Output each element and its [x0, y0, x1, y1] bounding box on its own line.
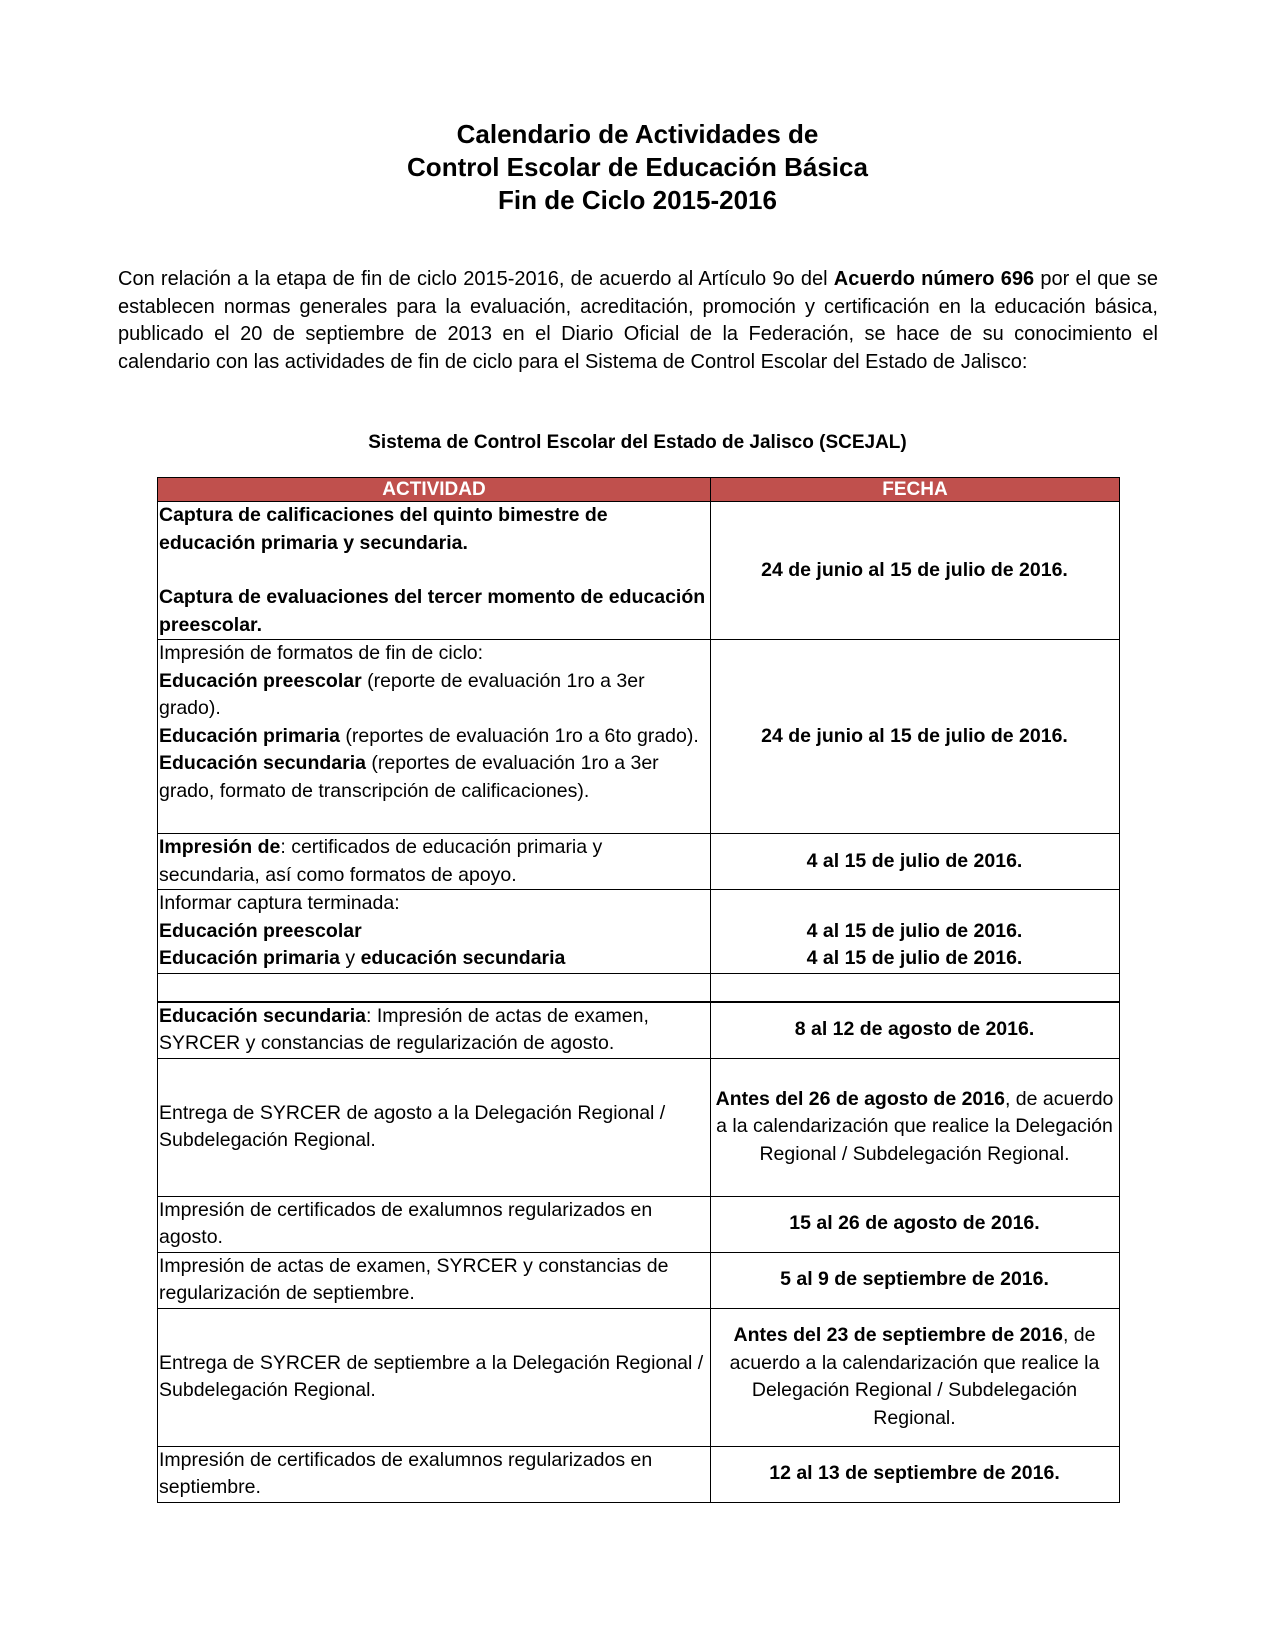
table-row — [158, 1252, 1120, 1308]
activity-cell — [158, 640, 711, 834]
title-line-3: Fin de Ciclo 2015-2016 — [498, 185, 777, 215]
date-deadline: Antes del 23 de septiembre de 2016 — [733, 1324, 1063, 1346]
title-line-2: Control Escolar de Educación Básica — [407, 152, 868, 182]
table-row — [158, 1002, 1120, 1059]
date-text: 4 al 15 de julio de 2016. — [806, 947, 1023, 969]
date-cell: 8 al 12 de agosto de 2016. — [711, 1002, 1120, 1059]
table-row — [158, 834, 1120, 890]
activity-level: Educación secundaria — [159, 1004, 366, 1027]
activity-text: Informar captura terminada: — [159, 892, 400, 914]
activity-text: : Impresión de actas de examen, SYRCER y constancias de regularización de agosto. — [159, 1004, 649, 1054]
date-cell: 4 al 15 de julio de 2016. — [711, 834, 1120, 890]
activity-level: Educación preescolar — [159, 669, 362, 692]
header-activity: ACTIVIDAD — [158, 478, 711, 502]
table-row — [158, 1308, 1120, 1446]
intro-paragraph — [118, 266, 1158, 376]
date-cell — [711, 1058, 1120, 1196]
activity-cell: Impresión de certificados de exalumnos regularizados en agosto. — [158, 1196, 711, 1252]
activity-cell: Entrega de SYRCER de septiembre a la Delegación Regional / Subdelegación Regional. — [158, 1308, 711, 1446]
activity-level: Impresión de — [159, 836, 281, 858]
date-note: , de acuerdo a la calendarización que realice la Delegación Regional / Subdelegación Regional. — [729, 1324, 1100, 1429]
intro-agreement: Acuerdo número 696 — [833, 268, 1035, 290]
date-cell: 24 de junio al 15 de julio de 2016. — [711, 640, 1120, 834]
header-date: FECHA — [711, 478, 1120, 502]
activity-level: Educación primaria — [159, 724, 340, 747]
activity-cell: Impresión de certificados de exalumnos regularizados en septiembre. — [158, 1446, 711, 1502]
empty-cell — [711, 973, 1120, 1002]
activities-table — [157, 477, 1120, 1503]
activity-text: : certificados de educación primaria y secundaria, así como formatos de apoyo. — [159, 836, 603, 886]
activity-text: Captura de evaluaciones del tercer momento de educación preescolar. — [159, 586, 706, 636]
date-note: , de acuerdo a la calendarización que realice la Delegación Regional / Subdelegación Regional. — [716, 1087, 1114, 1165]
activity-text: (reportes de evaluación 1ro a 3er grado, formato de transcripción de calificaciones). — [159, 752, 659, 802]
table-subtitle: Sistema de Control Escolar del Estado de Jalisco (SCEJAL) — [368, 432, 907, 453]
date-cell: 12 al 13 de septiembre de 2016. — [711, 1446, 1120, 1502]
table-row — [158, 502, 1120, 640]
date-deadline: Antes del 26 de agosto de 2016 — [715, 1087, 1005, 1110]
activity-cell — [158, 834, 711, 890]
date-cell — [711, 1308, 1120, 1446]
activity-cell — [158, 502, 711, 640]
table-row-empty — [158, 973, 1120, 1002]
date-cell: 15 al 26 de agosto de 2016. — [711, 1196, 1120, 1252]
date-cell — [711, 890, 1120, 974]
table-row — [158, 890, 1120, 974]
intro-text-2: por el que se establecen normas generales para la evaluación, acreditación, promoción y certificación en la educación básica, publicado el 20 de septiembre de 2013 en el Diario Oficial de la Federación, se hace de su conocimiento el calendario con las actividades de fin de ciclo para el Sistema de Control Escolar del Estado de Jalisco: — [118, 268, 1158, 373]
table-row — [158, 640, 1120, 834]
document-title — [0, 118, 1275, 217]
activity-cell — [158, 1002, 711, 1059]
title-line-1: Calendario de Actividades de — [456, 119, 819, 149]
intro-text-1: Con relación a la etapa de fin de ciclo 2015-2016, de acuerdo al Artículo 9o del — [118, 268, 834, 290]
table-row — [158, 1058, 1120, 1196]
activity-level: Educación secundaria — [159, 752, 366, 774]
activity-level: Educación primaria — [159, 947, 340, 969]
empty-cell — [158, 973, 711, 1002]
table-row — [158, 1446, 1120, 1502]
activity-cell: Impresión de actas de examen, SYRCER y constancias de regularización de septiembre. — [158, 1252, 711, 1308]
activity-text: Impresión de formatos de fin de ciclo: — [159, 642, 484, 664]
activity-level: Educación preescolar — [159, 919, 362, 942]
activity-text: (reportes de evaluación 1ro a 6to grado). — [339, 724, 699, 747]
activity-text: (reporte de evaluación 1ro a 3er grado). — [159, 669, 645, 719]
activity-text: Captura de calificaciones del quinto bimestre de educación primaria y secundaria. — [159, 504, 608, 554]
activity-cell — [158, 890, 711, 974]
date-cell: 24 de junio al 15 de julio de 2016. — [711, 502, 1120, 640]
table-row — [158, 1196, 1120, 1252]
date-cell: 5 al 9 de septiembre de 2016. — [711, 1252, 1120, 1308]
date-text: 4 al 15 de julio de 2016. — [806, 919, 1023, 942]
table-header-row — [158, 478, 1120, 502]
activity-text: y — [339, 947, 361, 969]
activity-cell: Entrega de SYRCER de agosto a la Delegación Regional / Subdelegación Regional. — [158, 1058, 711, 1196]
activity-level: educación secundaria — [360, 947, 566, 969]
